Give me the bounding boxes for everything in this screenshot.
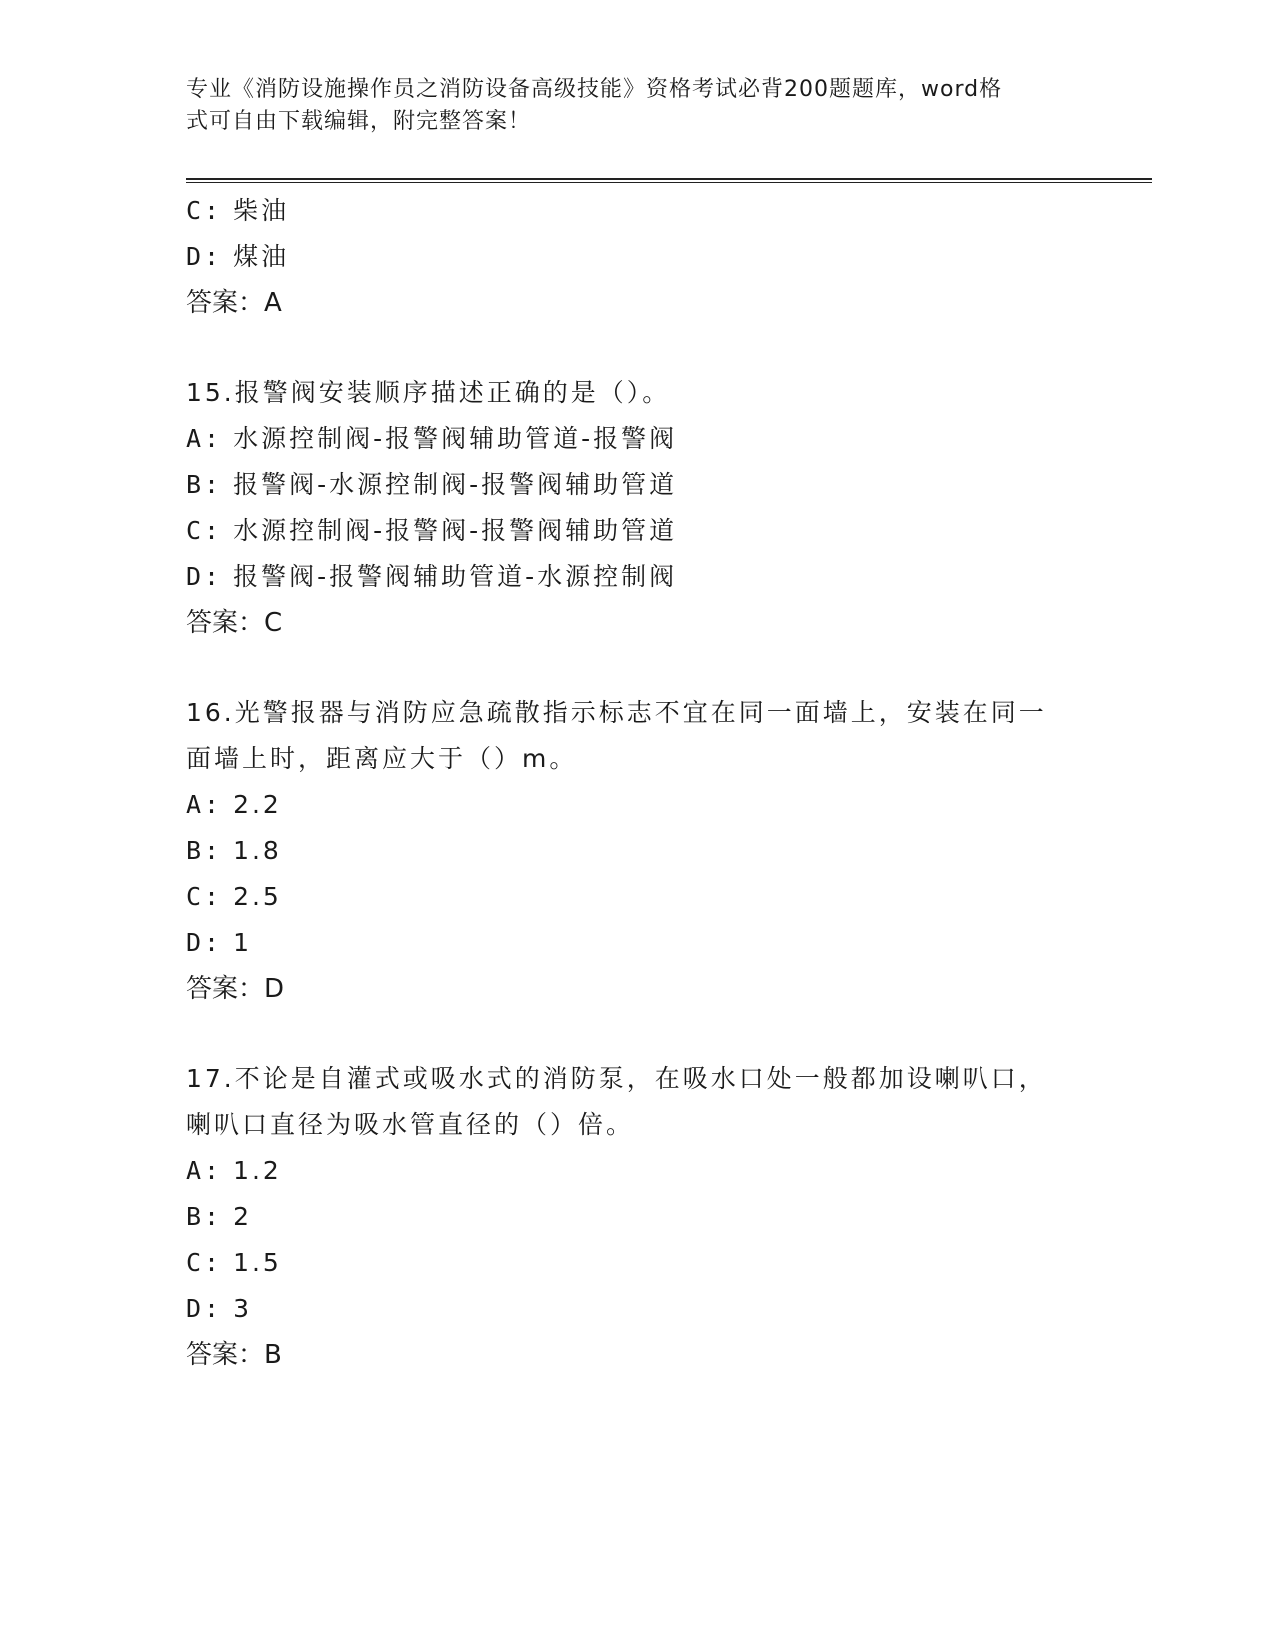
option-text: 水源控制阀-报警阀-报警阀辅助管道 (233, 516, 678, 545)
option-key: D: (186, 928, 223, 957)
question-text (186, 690, 1086, 782)
option-key: B: (186, 836, 223, 865)
question-16 (186, 690, 1086, 1012)
header-title-line-2: 式可自由下载编辑，附完整答案！ (186, 109, 532, 134)
header-title-line-1: 专业《消防设施操作员之消防设备高级技能》资格考试必背200题题库，word格 (186, 77, 1003, 102)
option-text: 1 (233, 928, 252, 957)
option-c (186, 1240, 1086, 1286)
option-text: 2 (233, 1202, 252, 1231)
page-header (186, 74, 1066, 138)
option-text: 1.5 (233, 1248, 282, 1277)
option-text: 报警阀-报警阀辅助管道-水源控制阀 (233, 562, 678, 591)
option-key: A: (186, 1156, 223, 1185)
option-key: A: (186, 424, 223, 453)
question-line: 面墙上时，距离应大于（）m。 (186, 744, 578, 773)
option-key: C: (186, 196, 223, 225)
option-b (186, 828, 1086, 874)
option-c (186, 188, 1086, 234)
question-text (186, 1056, 1086, 1148)
answer-line: 答案：B (186, 1340, 282, 1370)
answer-line: 答案：D (186, 974, 285, 1004)
option-text: 水源控制阀-报警阀辅助管道-报警阀 (233, 424, 678, 453)
option-text: 煤油 (233, 242, 290, 271)
prev-question-tail (186, 188, 1086, 326)
question-line: 16.光警报器与消防应急疏散指示标志不宜在同一面墙上，安装在同一 (186, 698, 1047, 727)
answer-line: 答案：A (186, 288, 282, 318)
option-key: D: (186, 242, 223, 271)
option-text: 2.2 (233, 790, 282, 819)
option-key: C: (186, 882, 223, 911)
question-line: 喇叭口直径为吸水管直径的（）倍。 (186, 1110, 635, 1139)
option-d (186, 234, 1086, 280)
option-text: 1.2 (233, 1156, 282, 1185)
option-text: 3 (233, 1294, 252, 1323)
question-line: 15.报警阀安装顺序描述正确的是（）。 (186, 378, 671, 407)
option-text: 报警阀-水源控制阀-报警阀辅助管道 (233, 470, 678, 499)
option-c (186, 508, 1086, 554)
option-key: B: (186, 1202, 223, 1231)
option-key: D: (186, 562, 223, 591)
option-key: A: (186, 790, 223, 819)
question-line: 17.不论是自灌式或吸水式的消防泵，在吸水口处一般都加设喇叭口， (186, 1064, 1047, 1093)
option-d (186, 920, 1086, 966)
option-d (186, 1286, 1086, 1332)
question-text (186, 370, 1086, 416)
option-text: 2.5 (233, 882, 282, 911)
option-d (186, 554, 1086, 600)
option-b (186, 462, 1086, 508)
option-key: C: (186, 516, 223, 545)
question-17 (186, 1056, 1086, 1378)
answer-line: 答案：C (186, 608, 283, 638)
option-a (186, 416, 1086, 462)
option-c (186, 874, 1086, 920)
option-a (186, 782, 1086, 828)
document-body (186, 188, 1086, 1378)
option-text: 1.8 (233, 836, 282, 865)
header-divider (186, 178, 1152, 183)
option-key: D: (186, 1294, 223, 1323)
option-b (186, 1194, 1086, 1240)
question-15 (186, 370, 1086, 646)
option-key: B: (186, 470, 223, 499)
option-key: C: (186, 1248, 223, 1277)
option-text: 柴油 (233, 196, 290, 225)
option-a (186, 1148, 1086, 1194)
